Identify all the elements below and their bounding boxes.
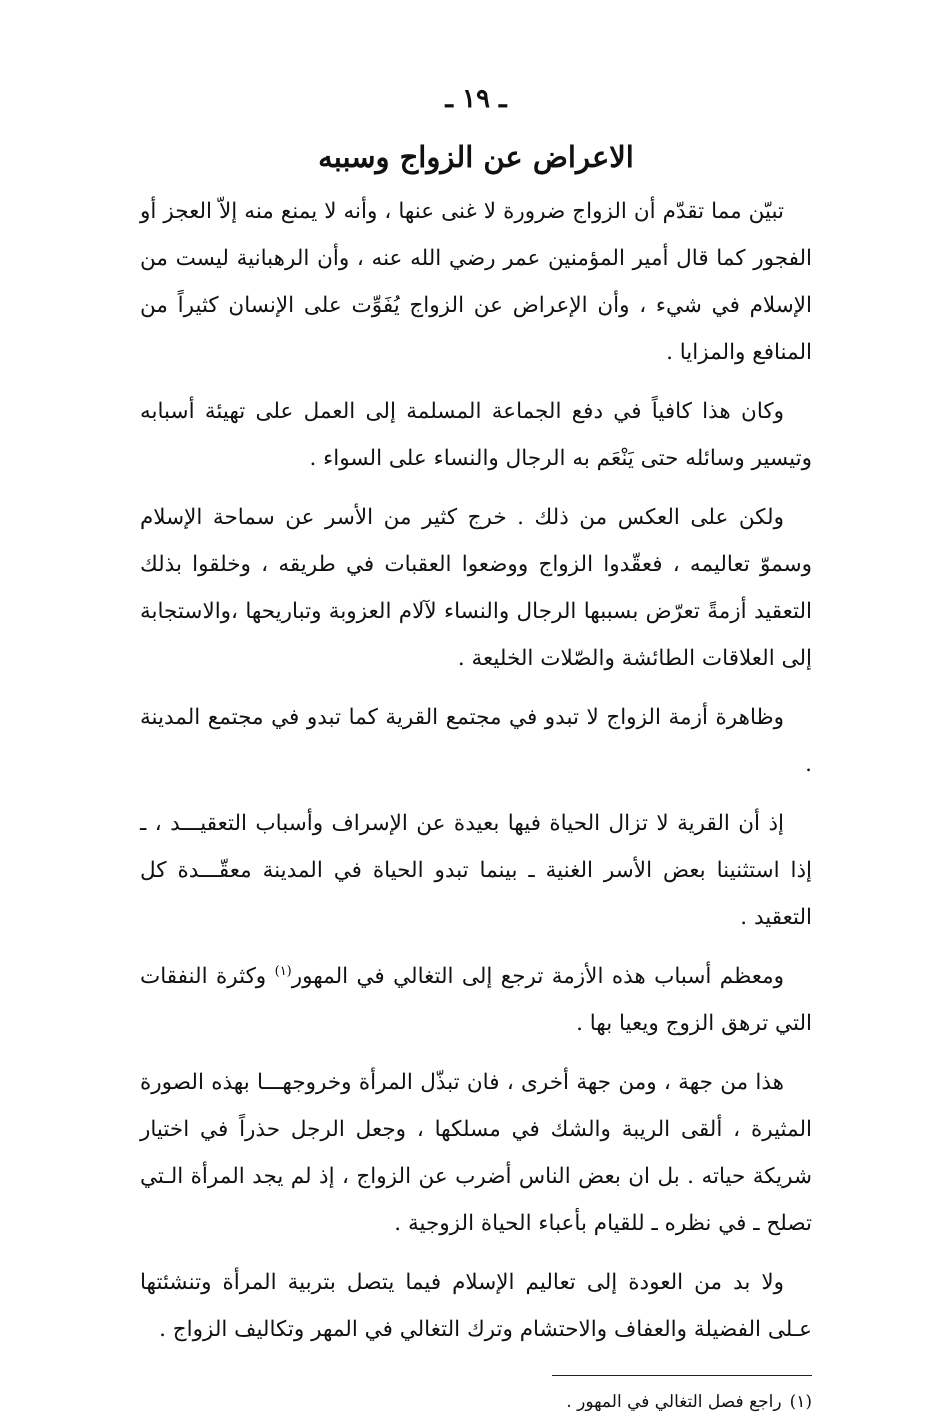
paragraph-text-end: وكثرة النفقات التي ترهق الزوج ويعيا بها . bbox=[140, 964, 812, 1036]
footnote bbox=[140, 1388, 812, 1416]
paragraph-6 bbox=[140, 953, 812, 1047]
paragraph-text: هذا من جهة ، ومن جهة أخرى ، فان تبذّل المرأة وخروجهـــا بهذه الصورة المثيرة ، ألقى الريبة والشك في مسلكها ، وجعل الرجل حذراً في اختيار شريكة حياته . بل ان بعض الناس أضرب عن الزواج ، إذ لم يجد المرأة الـتي تصلح ـ في نظره ـ للقيام بأعباء الحياة الزوجية . bbox=[140, 1070, 812, 1236]
paragraph-5 bbox=[140, 800, 812, 941]
paragraph-text: وظاهرة أزمة الزواج لا تبدو في مجتمع القرية كما تبدو في مجتمع المدينة . bbox=[140, 705, 812, 777]
book-page bbox=[140, 70, 812, 1416]
paragraph-7 bbox=[140, 1059, 812, 1247]
footnote-number: (١) bbox=[789, 1392, 812, 1412]
page-number: ـ ١٩ ـ bbox=[445, 84, 507, 114]
footnote-text: راجع فصل التغالي في المهور . bbox=[566, 1392, 782, 1412]
paragraph-text: تبيّن مما تقدّم أن الزواج ضرورة لا غنى عنها ، وأنه لا يمنع منه إلاّ العجز أو الفجور كما قال أمير المؤمنين عمر رضي الله عنه ، وأن الرهبانية ليست من الإسلام في شيء ، وأن الإعراض عن الزواج يُفَوِّت على الإنسان كثيراً من المنافع والمزايا . bbox=[140, 199, 812, 365]
paragraph-text bbox=[140, 953, 812, 1047]
chapter-title: الاعراض عن الزواج وسببه bbox=[318, 140, 634, 174]
paragraph-text: إذ أن القرية لا تزال الحياة فيها بعيدة عن الإسراف وأسباب التعقيـــد ، ـ إذا استثنينا بعض الأسر الغنية ـ بينما تبدو الحياة في المدينة معقّـــدة كل التعقيد . bbox=[140, 811, 812, 930]
paragraph-text: ولا بد من العودة إلى تعاليم الإسلام فيما يتصل بتربية المرأة وتنشئتها عـلى الفضيلة والعفاف والاحتشام وترك التغالي في المهر وتكاليف الزواج . bbox=[140, 1270, 812, 1342]
paragraph-1 bbox=[140, 188, 812, 376]
footnote-marker: (١) bbox=[274, 963, 292, 979]
paragraph-text: ولكن على العكس من ذلك . خرج كثير من الأسر عن سماحة الإسلام وسموّ تعاليمه ، فعقّدوا الزواج ووضعوا العقبات في طريقه ، وخلقوا بذلك التعقيد أزمةً تعرّض بسببها الرجال والنساء لآلام العزوبة وتباريحها ،والاستجابة إلى العلاقات الطائشة والصّلات الخليعة . bbox=[140, 505, 812, 671]
footnote-divider bbox=[552, 1375, 812, 1376]
paragraph-2 bbox=[140, 388, 812, 482]
paragraph-8 bbox=[140, 1259, 812, 1353]
paragraph-text-start: ومعظم أسباب هذه الأزمة ترجع إلى التغالي في المهور bbox=[291, 964, 784, 989]
paragraph-4 bbox=[140, 694, 812, 788]
paragraph-text: وكان هذا كافياً في دفع الجماعة المسلمة إلى العمل على تهيئة أسبابه وتيسير وسائله حتى يَنْعَم به الرجال والنساء على السواء . bbox=[140, 399, 812, 471]
paragraph-3 bbox=[140, 494, 812, 682]
